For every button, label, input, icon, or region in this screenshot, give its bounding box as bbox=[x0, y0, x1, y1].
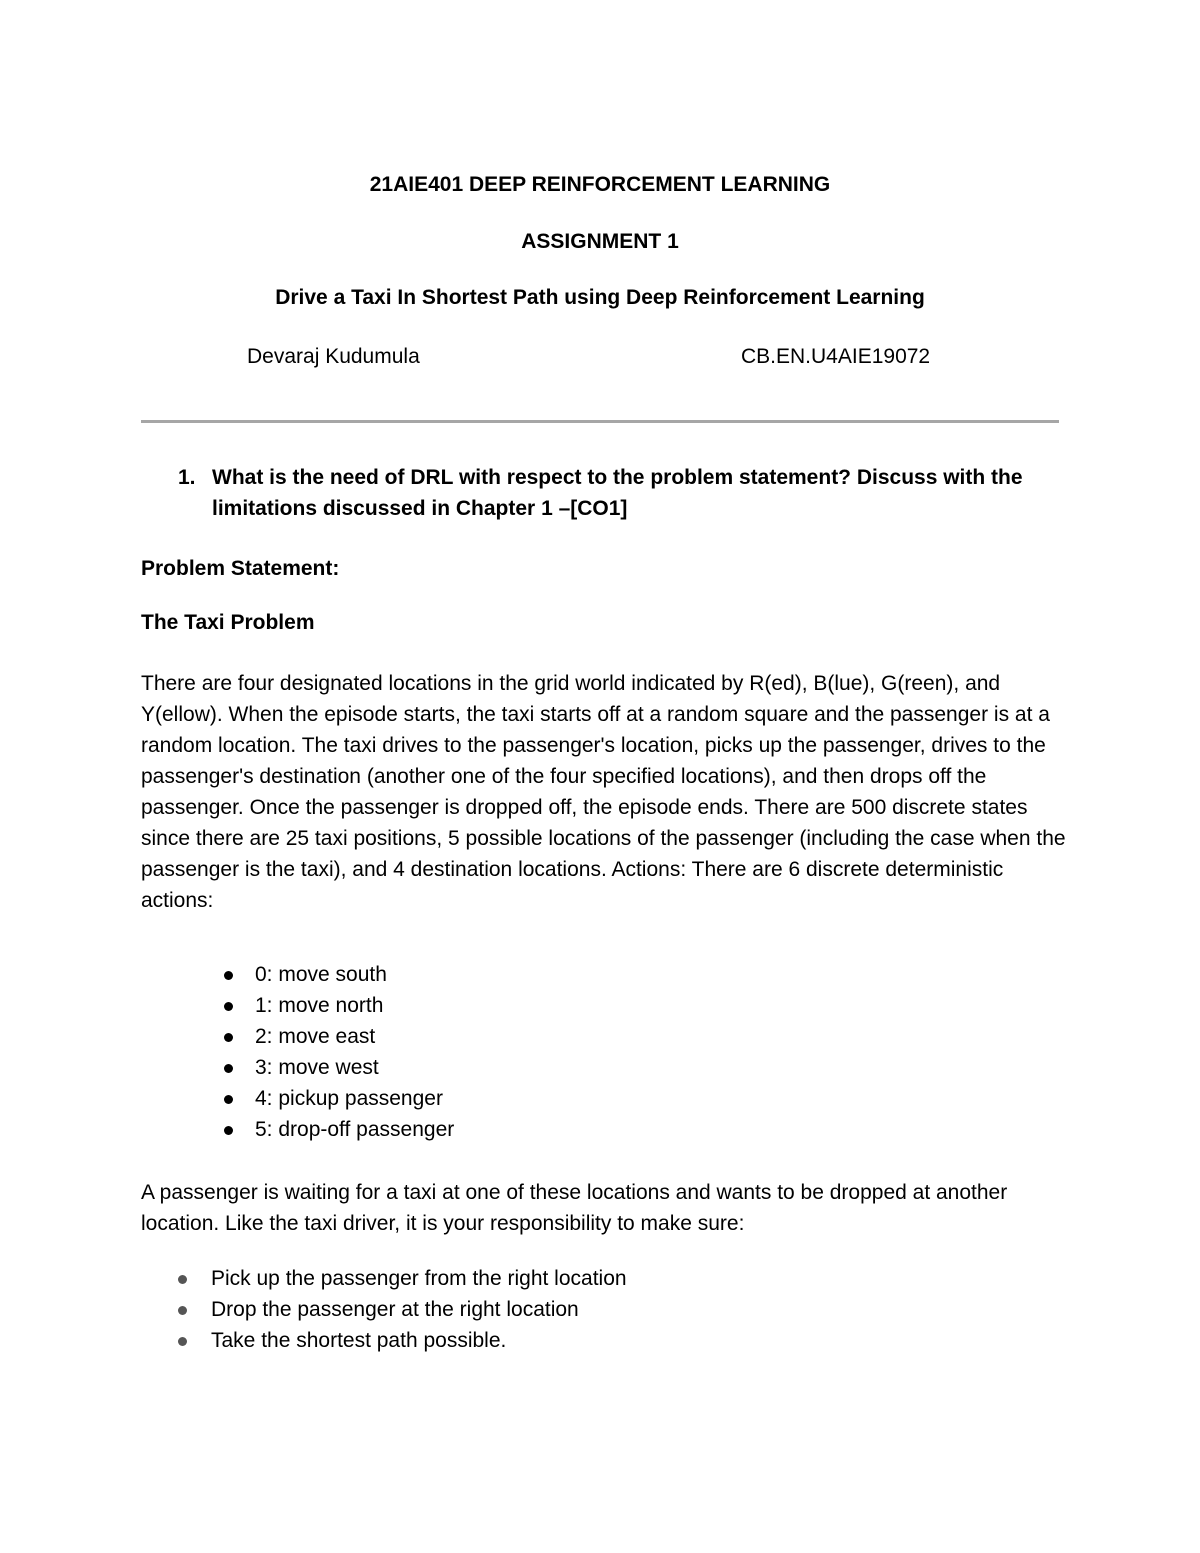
list-item bbox=[218, 959, 454, 990]
bullet-icon bbox=[224, 971, 233, 980]
horizontal-divider bbox=[141, 420, 1059, 423]
action-label: 3: move west bbox=[255, 1056, 379, 1079]
question-1 bbox=[178, 462, 1058, 524]
question-number: 1. bbox=[178, 466, 196, 489]
bullet-icon bbox=[224, 1126, 233, 1135]
bullet-icon bbox=[178, 1275, 187, 1284]
taxi-problem-heading: The Taxi Problem bbox=[141, 611, 315, 634]
bullet-icon bbox=[224, 1064, 233, 1073]
responsibility-paragraph: A passenger is waiting for a taxi at one of these locations and wants to be dropped at another location. Like the taxi driver, it is your responsibility to make sure: bbox=[141, 1181, 1008, 1235]
action-label: 1: move north bbox=[255, 994, 384, 1017]
bullet-icon bbox=[178, 1306, 187, 1315]
bullet-icon bbox=[178, 1337, 187, 1346]
assignment-subtitle: Drive a Taxi In Shortest Path using Deep Reinforcement Learning bbox=[275, 286, 925, 309]
list-item bbox=[218, 1052, 454, 1083]
goal-label: Take the shortest path possible. bbox=[211, 1329, 507, 1352]
description-paragraph: There are four designated locations in the grid world indicated by R(ed), B(lue), G(reen), and Y(ellow). When the episode starts, the taxi starts off at a random square and the passenger is at a random location. The taxi drives to the passenger's location, picks up the passenger, drives to the passenger's destination (another one of the four specified locations), and then drops off the passenger. Once the passenger is dropped off, the episode ends. There are 500 discrete states since there are 25 taxi positions, 5 possible locations of the passenger (including the case when the passenger is the taxi), and 4 destination locations. Actions: There are 6 discrete deterministic actions: bbox=[141, 672, 1066, 912]
list-item bbox=[218, 1114, 454, 1145]
course-title: 21AIE401 DEEP REINFORCEMENT LEARNING bbox=[369, 173, 831, 196]
action-label: 5: drop-off passenger bbox=[255, 1118, 455, 1141]
bullet-icon bbox=[224, 1095, 233, 1104]
author-id: CB.EN.U4AIE19072 bbox=[741, 345, 931, 368]
list-item bbox=[172, 1263, 627, 1294]
goal-label: Drop the passenger at the right location bbox=[211, 1298, 579, 1321]
bullet-icon bbox=[224, 1002, 233, 1011]
goal-list bbox=[172, 1263, 627, 1356]
list-item bbox=[218, 1021, 454, 1052]
list-item bbox=[172, 1294, 627, 1325]
list-item bbox=[218, 990, 454, 1021]
list-item bbox=[172, 1325, 627, 1356]
author-name: Devaraj Kudumula bbox=[247, 345, 420, 368]
problem-statement-heading: Problem Statement: bbox=[141, 557, 340, 580]
bullet-icon bbox=[224, 1033, 233, 1042]
action-label: 0: move south bbox=[255, 963, 387, 986]
action-label: 4: pickup passenger bbox=[255, 1087, 443, 1110]
action-list bbox=[218, 959, 454, 1145]
action-label: 2: move east bbox=[255, 1025, 376, 1048]
question-text: What is the need of DRL with respect to the problem statement? Discuss with the limitations discussed in Chapter 1 –[CO1] bbox=[212, 466, 1023, 520]
list-item bbox=[218, 1083, 454, 1114]
goal-label: Pick up the passenger from the right location bbox=[211, 1267, 627, 1290]
assignment-label: ASSIGNMENT 1 bbox=[521, 230, 679, 253]
